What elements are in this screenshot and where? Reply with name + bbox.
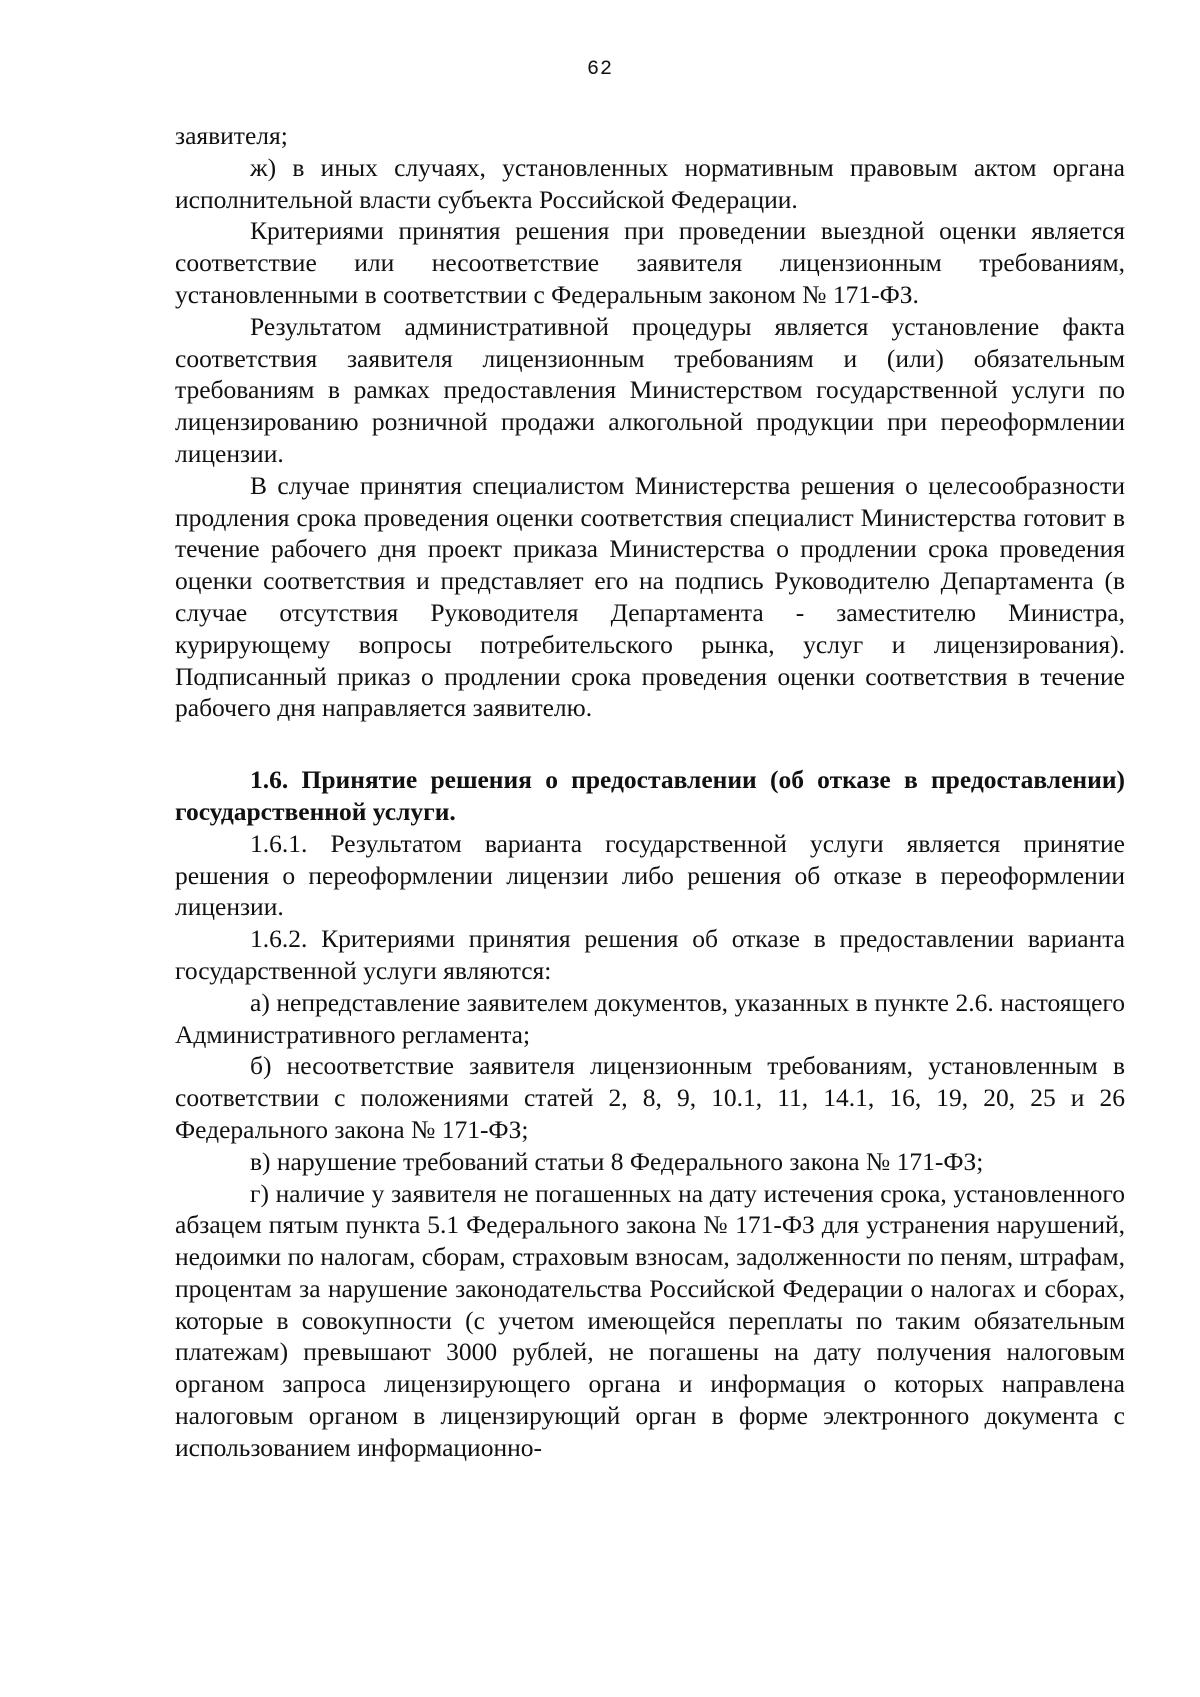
paragraph-item-zh: ж) в иных случаях, установленных нормативным правовым актом органа исполнительной власти субъекта Российской Федерации. bbox=[175, 152, 1125, 214]
list-item-b: б) несоответствие заявителя лицензионным требованиям, установленным в соответствии с положениями статей 2, 8, 9, 10.1, 11, 14.1, 16, 19, 20, 25 и 26 Федерального закона № 171-ФЗ; bbox=[175, 1051, 1125, 1144]
paragraph-1-6-2: 1.6.2. Критериями принятия решения об отказе в предоставлении варианта государственной услуги являются: bbox=[175, 924, 1125, 985]
list-item-v: в) нарушение требований статьи 8 Федерального закона № 171-ФЗ; bbox=[250, 1146, 984, 1176]
paragraph-continuation: заявителя; bbox=[175, 121, 288, 150]
paragraph-criteria: Критериями принятия решения при проведении выездной оценки является соответствие или несоответствие заявителя лицензионным требованиям, установленными в соответствии с Федеральным законом № 171-ФЗ. bbox=[175, 216, 1125, 309]
document-body bbox=[175, 120, 1125, 1464]
paragraph-1-6-1: 1.6.1. Результатом варианта государственной услуги является принятие решения о переоформлении лицензии либо решения об отказе в переоформлении лицензии. bbox=[175, 828, 1125, 922]
paragraph-result: Результатом административной процедуры является установление факта соответствия заявителя лицензионным требованиям и (или) обязательным требованиям в рамках предоставления Министерством государственной услуги по лицензированию розничной продажи алкогольной продукции при переоформлении лицензии. bbox=[175, 311, 1125, 468]
section-heading: 1.6. Принятие решения о предоставлении (об отказе в предоставлении) государственной услуги. bbox=[175, 765, 1125, 826]
list-item-g: г) наличие у заявителя не погашенных на дату истечения срока, установленного абзацем пятым пункта 5.1 Федерального закона № 171-ФЗ для устранения нарушений, недоимки по налогам, сборам, страховым взносам, задолженности по пеням, штрафам, процентам за нарушение законодательства Российской Федерации о налогах и сборах, которые в совокупности (с учетом имеющейся переплаты по таким обязательным платежам) превышают 3000 рублей, не погашены на дату получения налоговым органом запроса лицензирующего органа и информация о которых направлена налоговым органом в лицензирующий орган в форме электронного документа с использованием информационно- bbox=[175, 1178, 1125, 1462]
list-item-a: а) непредставление заявителем документов, указанных в пункте 2.6. настоящего Административного регламента; bbox=[175, 987, 1125, 1049]
section-spacer bbox=[175, 724, 1125, 764]
page-number: 62 bbox=[586, 58, 613, 81]
paragraph-extension: В случае принятия специалистом Министерства решения о целесообразности продления срока проведения оценки соответствия специалист Министерства готовит в течение рабочего дня проект приказа Министерства о продлении срока проведения оценки соответствия и представляет его на подпись Руководителю Департамента (в случае отсутствия Руководителя Департамента - заместителю Министра, курирующему вопросы потребительского рынка, услуг и лицензирования). Подписанный приказ о продлении срока проведения оценки соответствия в течение рабочего дня направляется заявителю. bbox=[175, 470, 1125, 723]
